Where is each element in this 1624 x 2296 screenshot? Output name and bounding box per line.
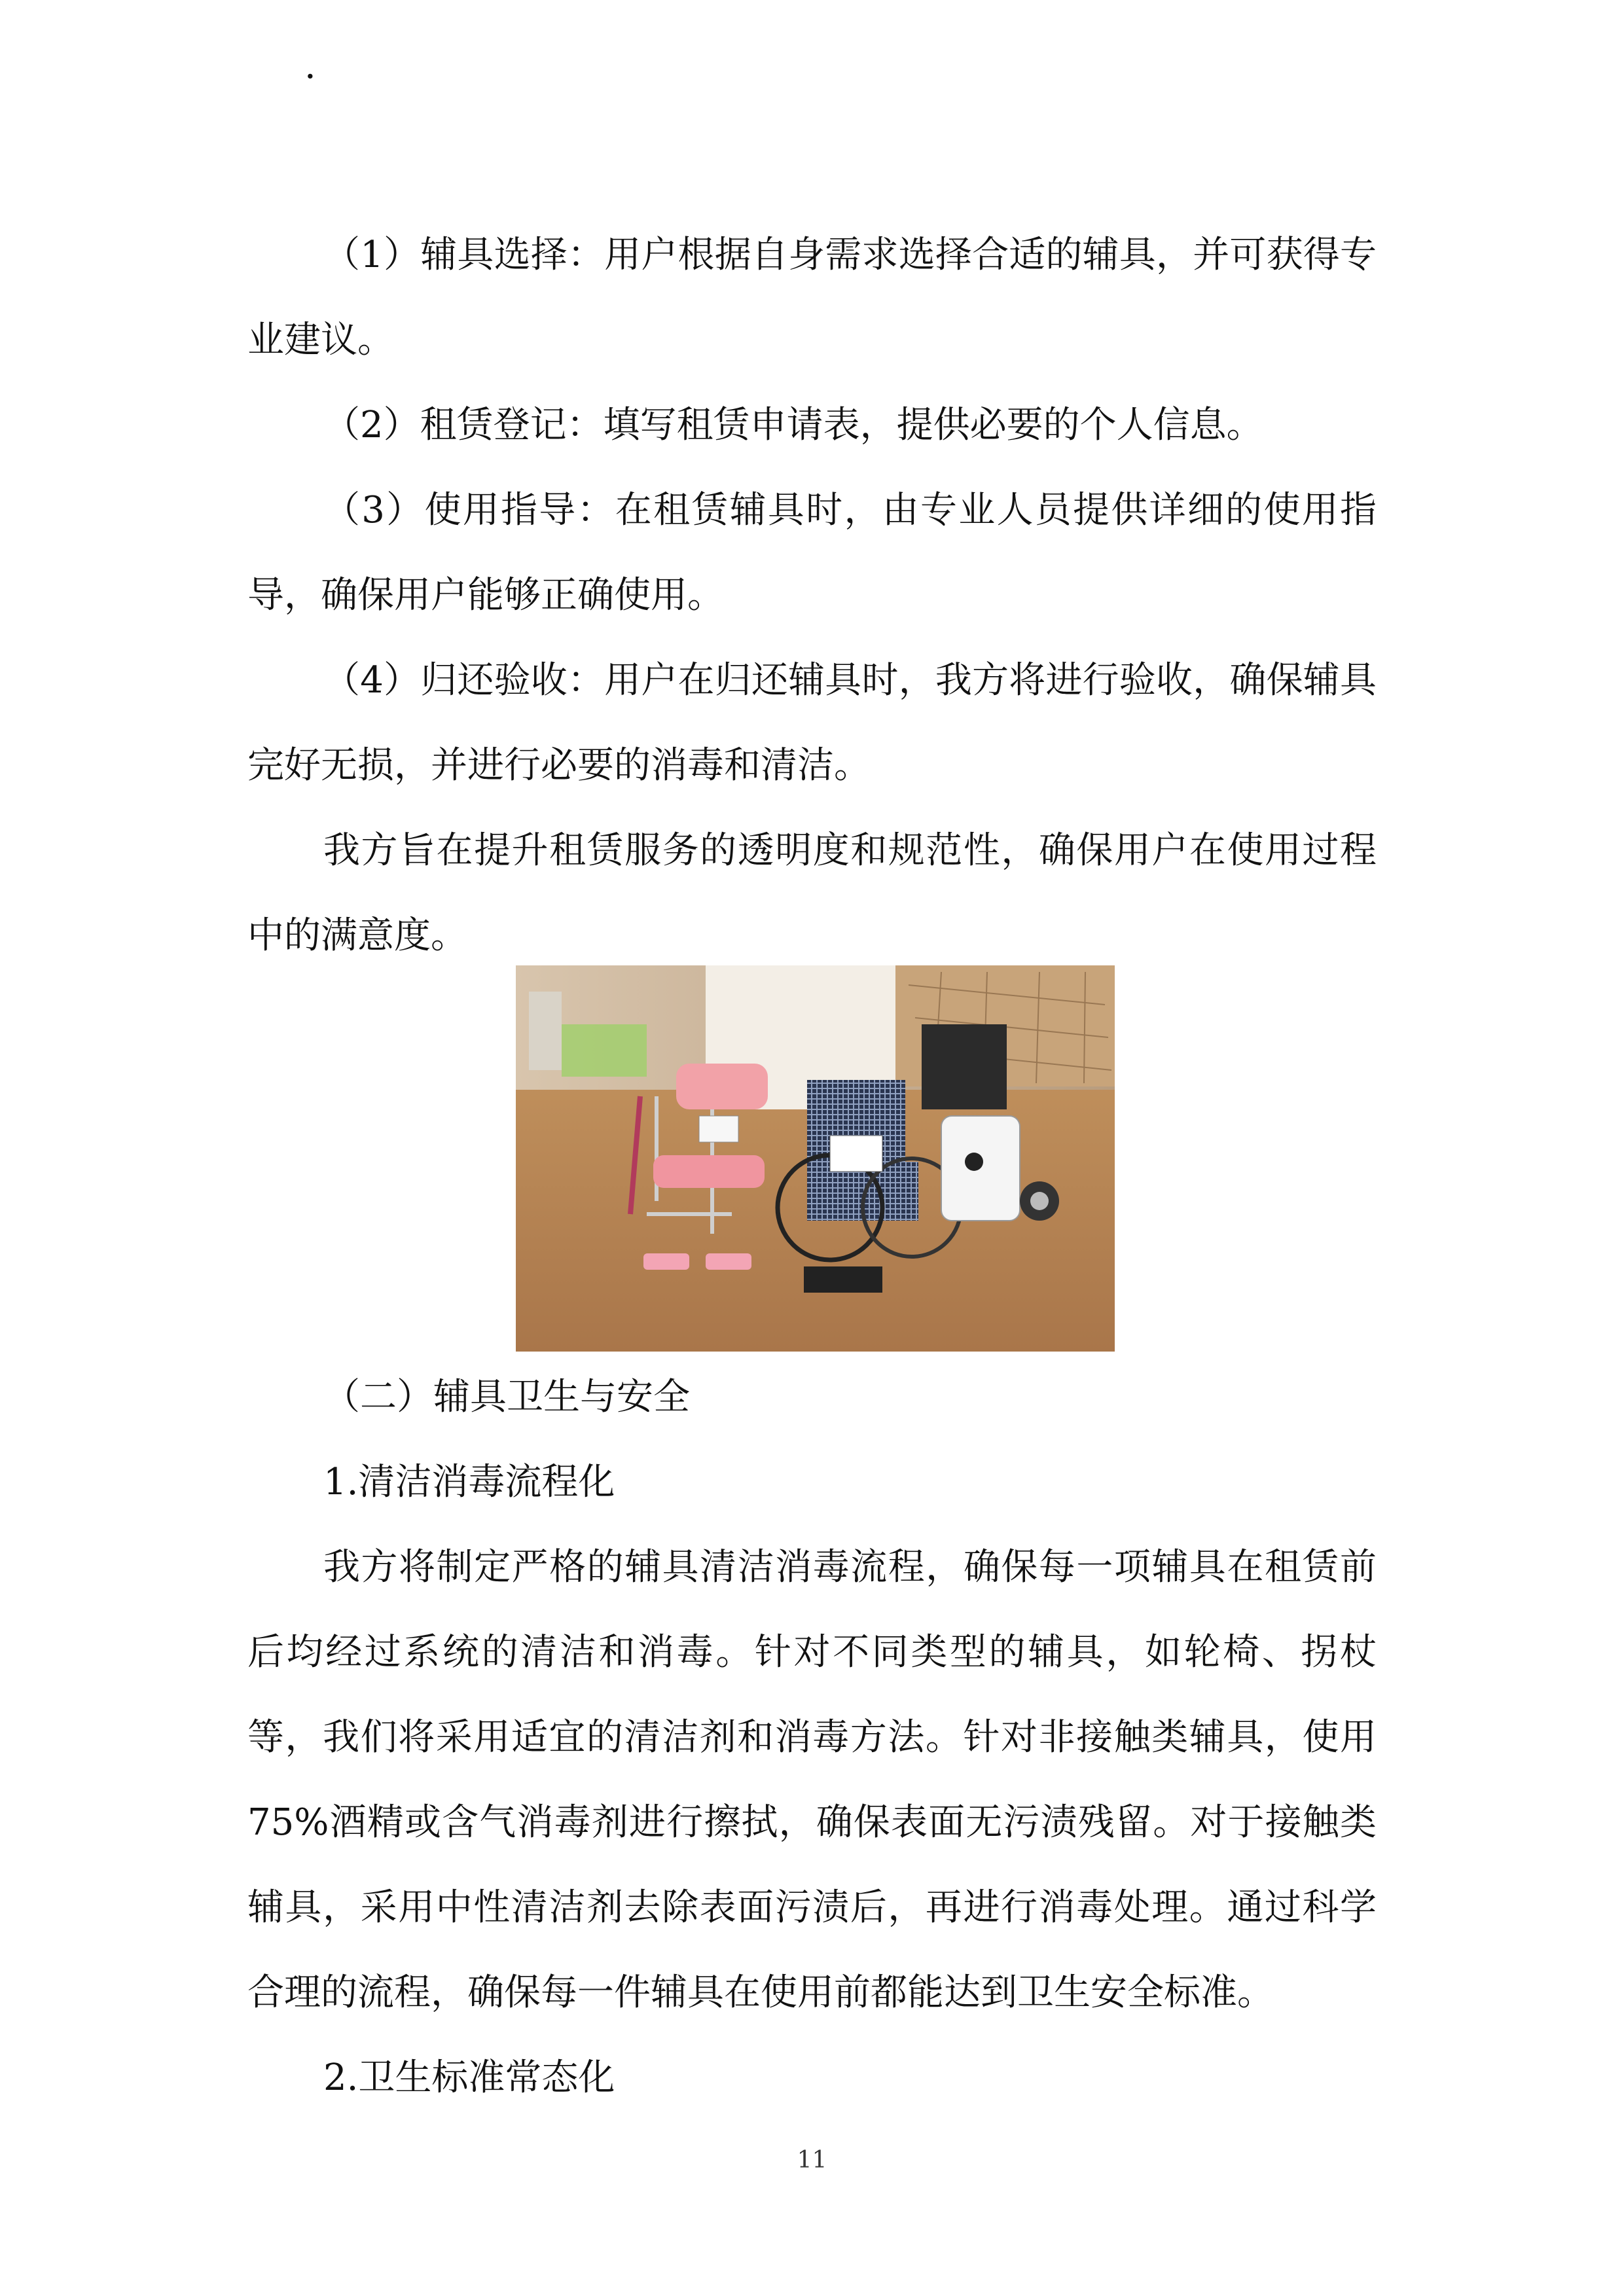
- paragraph-aid-selection: （1）辅具选择：用户根据自身需求选择合适的辅具，并可获得专业建议。: [247, 234, 1377, 361]
- header-dot: ·: [304, 56, 316, 98]
- paragraph-usage-guidance: （3）使用指导：在租赁辅具时，由专业人员提供详细的使用指导，确保用户能够正确使用。: [247, 489, 1377, 617]
- page-number: 11: [797, 2147, 827, 2174]
- assistive-devices-photo: [516, 965, 1115, 1352]
- paragraph-rental-registration: （2）租赁登记：填写租赁申请表，提供必要的个人信息。: [323, 404, 1263, 446]
- paragraph-return-inspection: （4）归还验收：用户在归还辅具时，我方将进行验收，确保辅具完好无损，并进行必要的消毒和清洁。: [247, 659, 1377, 787]
- subheading-hygiene-standards: 2.卫生标准常态化: [323, 2056, 615, 2099]
- section-heading-hygiene-safety: （二）辅具卫生与安全: [323, 1376, 690, 1418]
- paragraph-service-goal: 我方旨在提升租赁服务的透明度和规范性，确保用户在使用过程中的满意度。: [247, 829, 1377, 957]
- paragraph-cleaning-disinfection: 我方将制定严格的辅具清洁消毒流程，确保每一项辅具在租赁前后均经过系统的清洁和消毒。针对不同类型的辅具，如轮椅、拐杖等，我们将采用适宜的清洁剂和消毒方法。针对非接触类辅具，使用 75%酒精或含气消毒剂进行擦拭，确保表面无污渍残留。对于接触类辅具，采用中性清洁剂去除表面污渍后，再进行消毒处理。通过科学合理的流程，确保每一件辅具在使用前都能达到卫生安全标准。: [247, 1546, 1377, 2014]
- subheading-cleaning-process: 1.清洁消毒流程化: [323, 1461, 615, 1503]
